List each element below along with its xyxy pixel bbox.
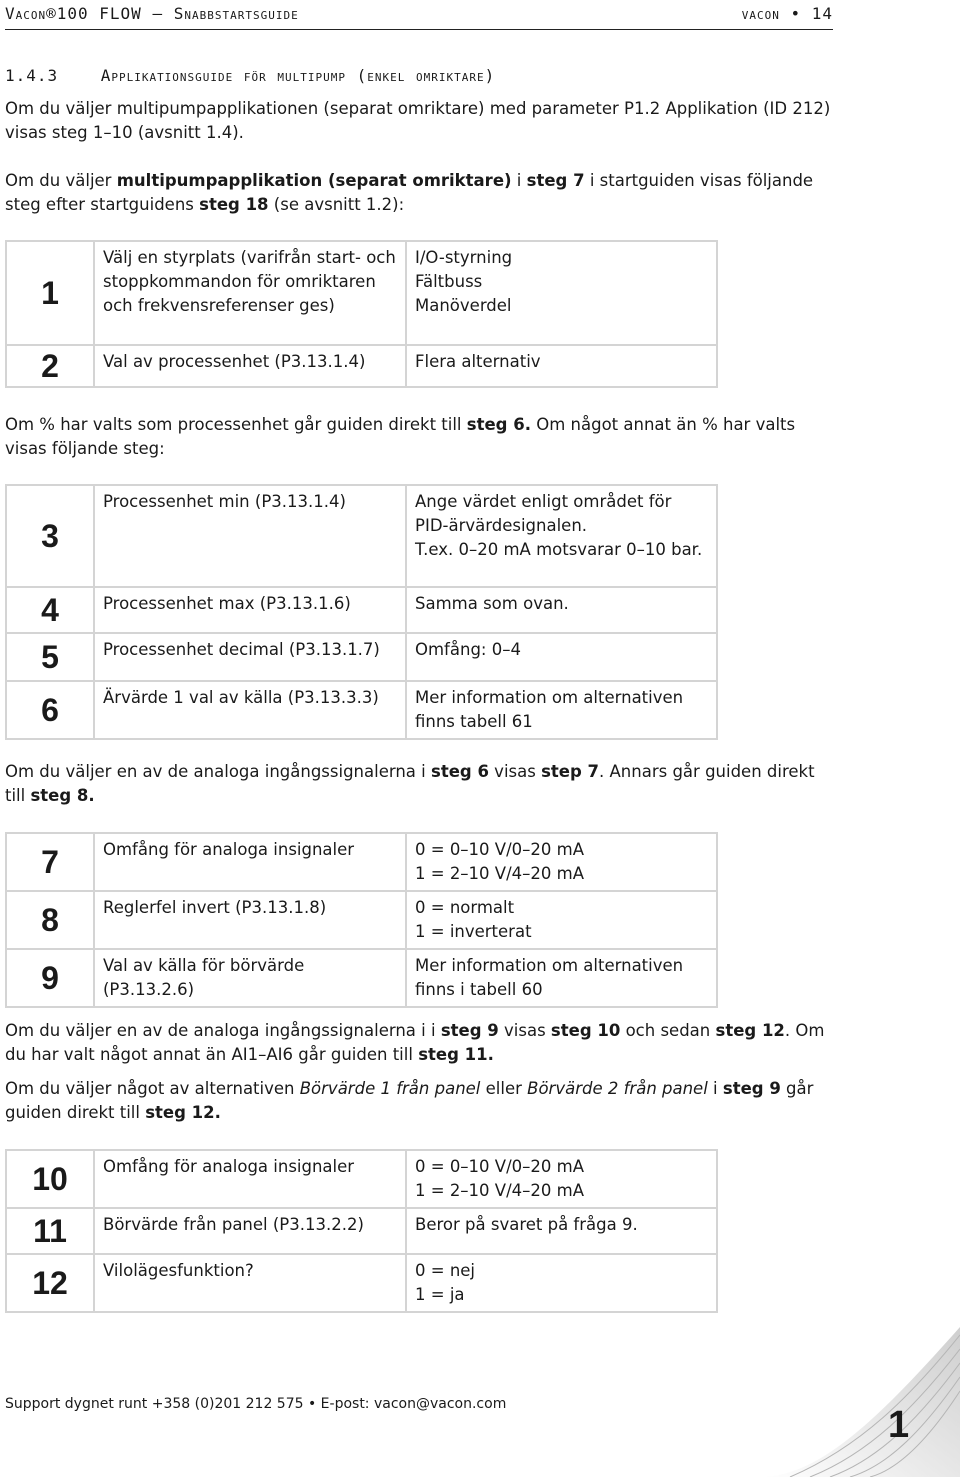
step-description: Processenhet decimal (P3.13.1.7) <box>94 633 406 681</box>
step-description: Reglerfel invert (P3.13.1.8) <box>94 891 406 949</box>
step-number: 10 <box>6 1150 94 1208</box>
header-title: Vacon®100 FLOW – Snabbstartsguide <box>5 4 299 23</box>
step-number: 8 <box>6 891 94 949</box>
steps-table-3 <box>5 832 718 1008</box>
page-marker: 1 <box>888 1404 910 1446</box>
step-value: I/O-styrning Fältbuss Manöverdel <box>406 241 717 345</box>
steps-table-4 <box>5 1149 718 1313</box>
section-title: 1.4.3 Applikationsguide för multipump (enkel omriktare) <box>5 66 496 85</box>
step-number: 9 <box>6 949 94 1007</box>
step-description: Val av processenhet (P3.13.1.4) <box>94 345 406 387</box>
steps-table-2 <box>5 484 718 740</box>
step-description: Omfång för analoga insignaler <box>94 833 406 891</box>
step-number: 12 <box>6 1254 94 1312</box>
step-number: 3 <box>6 485 94 587</box>
step-value: Flera alternativ <box>406 345 717 387</box>
step-description: Processenhet min (P3.13.1.4) <box>94 485 406 587</box>
step-description: Processenhet max (P3.13.1.6) <box>94 587 406 633</box>
step-number: 7 <box>6 833 94 891</box>
step-number: 1 <box>6 241 94 345</box>
table-row <box>6 587 717 633</box>
panel-setpoint-paragraph: Om du väljer något av alternativen Börvärde 1 från panel eller Börvärde 2 från panel i steg 9 går guiden direkt till steg 12. <box>5 1079 814 1122</box>
table-row <box>6 633 717 681</box>
step-description: Vilolägesfunktion? <box>94 1254 406 1312</box>
setpoint-note-paragraph: Om du väljer en av de analoga ingångssignalerna i i steg 9 visas steg 10 och sedan steg 12. Om du har valt något annat än AI1–AI6 går guiden till steg 11. <box>5 1021 825 1064</box>
table-row <box>6 949 717 1007</box>
step-value: Omfång: 0–4 <box>406 633 717 681</box>
step-description: Omfång för analoga insignaler <box>94 1150 406 1208</box>
table-row <box>6 485 717 587</box>
step-number: 11 <box>6 1208 94 1254</box>
step-description: Ärvärde 1 val av källa (P3.13.3.3) <box>94 681 406 739</box>
step-number: 6 <box>6 681 94 739</box>
header-page: vacon • 14 <box>741 4 833 23</box>
table-row <box>6 1208 717 1254</box>
header-rule <box>5 29 833 30</box>
unit-note-paragraph: Om % har valts som processenhet går guiden direkt till steg 6. Om något annat än % har valts visas följande steg: <box>5 415 796 458</box>
step-description: Börvärde från panel (P3.13.2.2) <box>94 1208 406 1254</box>
table-row <box>6 833 717 891</box>
table-row <box>6 681 717 739</box>
step-number: 2 <box>6 345 94 387</box>
steps-intro-paragraph: Om du väljer multipumpapplikation (separat omriktare) i steg 7 i startguiden visas följande steg efter startguidens steg 18 (se avsnitt 1.2): <box>5 171 814 214</box>
step-value: 0 = 0–10 V/0–20 mA 1 = 2–10 V/4–20 mA <box>406 1150 717 1208</box>
corner-decoration <box>760 1327 960 1477</box>
step-value: Mer information om alternativen finns tabell 61 <box>406 681 717 739</box>
table-row <box>6 241 717 345</box>
step-description: Välj en styrplats (varifrån start- och stoppkommandon för omriktaren och frekvensreferenser ges) <box>94 241 406 345</box>
footer-support: Support dygnet runt +358 (0)201 212 575 • E-post: vacon@vacon.com <box>5 1396 507 1412</box>
step-value: 0 = 0–10 V/0–20 mA 1 = 2–10 V/4–20 mA <box>406 833 717 891</box>
table-row <box>6 345 717 387</box>
table-row <box>6 891 717 949</box>
table-row <box>6 1254 717 1312</box>
step-value: 0 = normalt 1 = inverterat <box>406 891 717 949</box>
steps-table-1 <box>5 240 718 388</box>
analog-note-paragraph: Om du väljer en av de analoga ingångssignalerna i steg 6 visas step 7. Annars går guiden direkt till steg 8. <box>5 762 815 805</box>
step-value: Samma som ovan. <box>406 587 717 633</box>
intro-paragraph: Om du väljer multipumpapplikationen (separat omriktare) med parameter P1.2 Applikation (ID 212) visas steg 1–10 (avsnitt 1.4). <box>5 99 831 142</box>
step-value: Beror på svaret på fråga 9. <box>406 1208 717 1254</box>
step-number: 4 <box>6 587 94 633</box>
step-value: Mer information om alternativen finns i tabell 60 <box>406 949 717 1007</box>
step-description: Val av källa för börvärde (P3.13.2.6) <box>94 949 406 1007</box>
step-value: 0 = nej 1 = ja <box>406 1254 717 1312</box>
table-row <box>6 1150 717 1208</box>
step-number: 5 <box>6 633 94 681</box>
step-value: Ange värdet enligt området för PID-ärvärdesignalen. T.ex. 0–20 mA motsvarar 0–10 bar. <box>406 485 717 587</box>
page-header <box>5 2 833 26</box>
